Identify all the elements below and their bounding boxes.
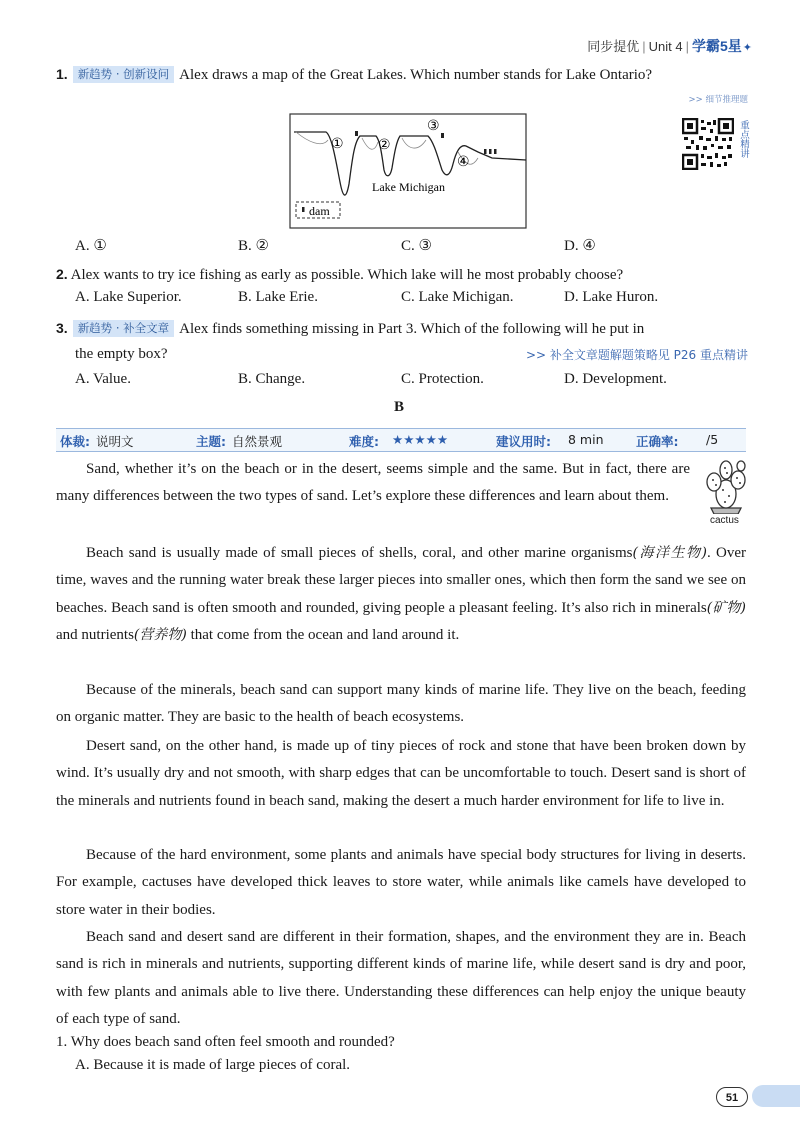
genre-label: 体裁: [60,434,90,449]
accuracy-label: 正确率: [636,434,679,449]
p2-gloss-minerals: (矿物) [706,599,747,616]
question-number: 3. [56,320,68,336]
p2-text: . Over time, waves and the running water break these larger pieces into smaller ones, which then form the sand we see on beaches. Beach sand is often smooth and rounded, giving people a pleasant feeling. It’s also rich in minerals [56,545,746,616]
brand-name: 学霸5星 [691,38,742,54]
page-number: 51 [716,1087,748,1107]
marker-post [355,131,358,136]
passage-paragraph-3: Because of the minerals, beach sand can support many kinds of marine life. They live on the beach, feeding on organic matter. They are basic to the health of beach ecosystems. [56,682,746,726]
strategy-hint: >> 补全文章题解题策略见 P26 重点精讲 [525,348,748,362]
q3-option-c: C. Protection. [401,371,484,387]
q1-option-b: B. ② [238,238,269,254]
dam-legend-label: dam [309,204,330,218]
theme-value: 自然景观 [232,434,283,449]
b-question-1: 1. Why does beach sand often feel smooth and rounded? [56,1034,395,1050]
difficulty-stars-icon: ★★★★★ [392,432,449,447]
difficulty-label: 难度: [349,434,379,449]
running-header: 同步提优 | Unit 4 | 学霸5星✦ [587,38,752,54]
q3-option-b: B. Change. [238,371,306,387]
question-text: Alex draws a map of the Great Lakes. Which number stands for Lake Ontario? [179,67,653,83]
q2-option-d: D. Lake Huron. [564,289,659,305]
time-value: 8 min [568,432,604,447]
marker-post [484,149,487,154]
great-lakes-diagram [288,112,528,230]
question-3 [56,316,644,341]
question-text: Alex wants to try ice fishing as early as possible. Which lake will he most probably choose? [70,267,624,283]
time-label: 建议用时: [496,434,551,449]
cactus-caption: cactus [710,515,739,526]
q1-option-d: D. ④ [564,238,596,254]
accuracy-value: /5 [706,432,719,447]
qr-code[interactable] [682,118,734,170]
question-type-hint: >> 细节推理题 [688,95,748,105]
p2-text: and nutrients [56,626,134,643]
genre-value: 说明文 [96,434,134,449]
marker-4: ④ [457,154,470,170]
p2-gloss-nutrients: (营养物) [133,626,187,643]
question-tag: 新趋势 · 补全文章 [73,320,174,337]
passage-paragraph-5: Because of the hard environment, some plants and animals have special body structures for living in deserts. For example, cactuses have developed thick leaves to store water, while animals like camels have developed to store water in their bodies. [56,847,746,918]
question-1 [56,62,652,87]
p2-text: that come from the ocean and land around it. [186,626,460,643]
question-2 [56,262,623,287]
series-name: 同步提优 [587,39,640,54]
passage-paragraph-2 [56,540,746,649]
dam-legend-icon [302,207,305,212]
p2-text: Beach sand is usually made of small pieces of shells, coral, and other marine organisms [86,545,633,561]
q3-option-d: D. Development. [564,371,667,387]
marker-post [489,149,492,154]
q1-option-c: C. ③ [401,238,432,254]
question-3-line-2: the empty box? [75,346,168,362]
question-number: 1. [56,66,68,82]
q2-option-c: C. Lake Michigan. [401,289,514,305]
marker-post [441,133,444,138]
passage-paragraph-4: Desert sand, on the other hand, is made up of tiny pieces of rock and stone that have been broken down by wind. It’s usually dry and not smooth, with sharp edges that can be uncomfortable to touch. Desert sand is short of the minerals and nutrients found in beach sand, making the desert a much harder environment for life to live in. [56,738,746,809]
q1-option-a: A. ① [75,238,107,254]
marker-1: ① [331,136,344,152]
marker-3: ③ [427,118,440,134]
marker-2: ② [378,137,391,153]
qr-caption: 重点精讲 [738,120,749,158]
p2-gloss-marine: (海洋生物) [632,545,707,561]
section-label: B [394,399,405,415]
q2-option-a: A. Lake Superior. [75,289,182,305]
page-edge-tab [752,1085,800,1107]
theme-label: 主题: [196,434,226,449]
q3-option-a: A. Value. [75,371,131,387]
unit-label: Unit 4 [648,39,683,54]
question-tag: 新趋势 · 创新设问 [73,66,174,83]
marker-post [494,149,497,154]
question-text: Alex finds something missing in Part 3. Which of the following will he put in [179,321,645,337]
brand-star-icon: ✦ [742,42,752,54]
b-q1-option-a: A. Because it is made of large pieces of coral. [75,1057,351,1073]
lake-michigan-label: Lake Michigan [372,180,445,194]
cactus-icon [703,458,749,514]
passage-info-bar [56,428,746,452]
passage-paragraph-1: Sand, whether it’s on the beach or in the desert, seems simple and the same. But in fact, there are many differences between the two types of sand. Let’s explore these differences and learn about them. [56,461,690,505]
question-number: 2. [56,266,68,282]
q2-option-b: B. Lake Erie. [238,289,318,305]
passage-paragraph-6: Beach sand and desert sand are different in their formation, shapes, and the environment they are in. Beach sand is rich in minerals and nutrients, supporting different kinds of marine life, while desert sand is dry and poor, with few plants and animals able to live there. Understanding these differences can help enjoy the unique beauty of each type of sand. [56,929,746,1027]
